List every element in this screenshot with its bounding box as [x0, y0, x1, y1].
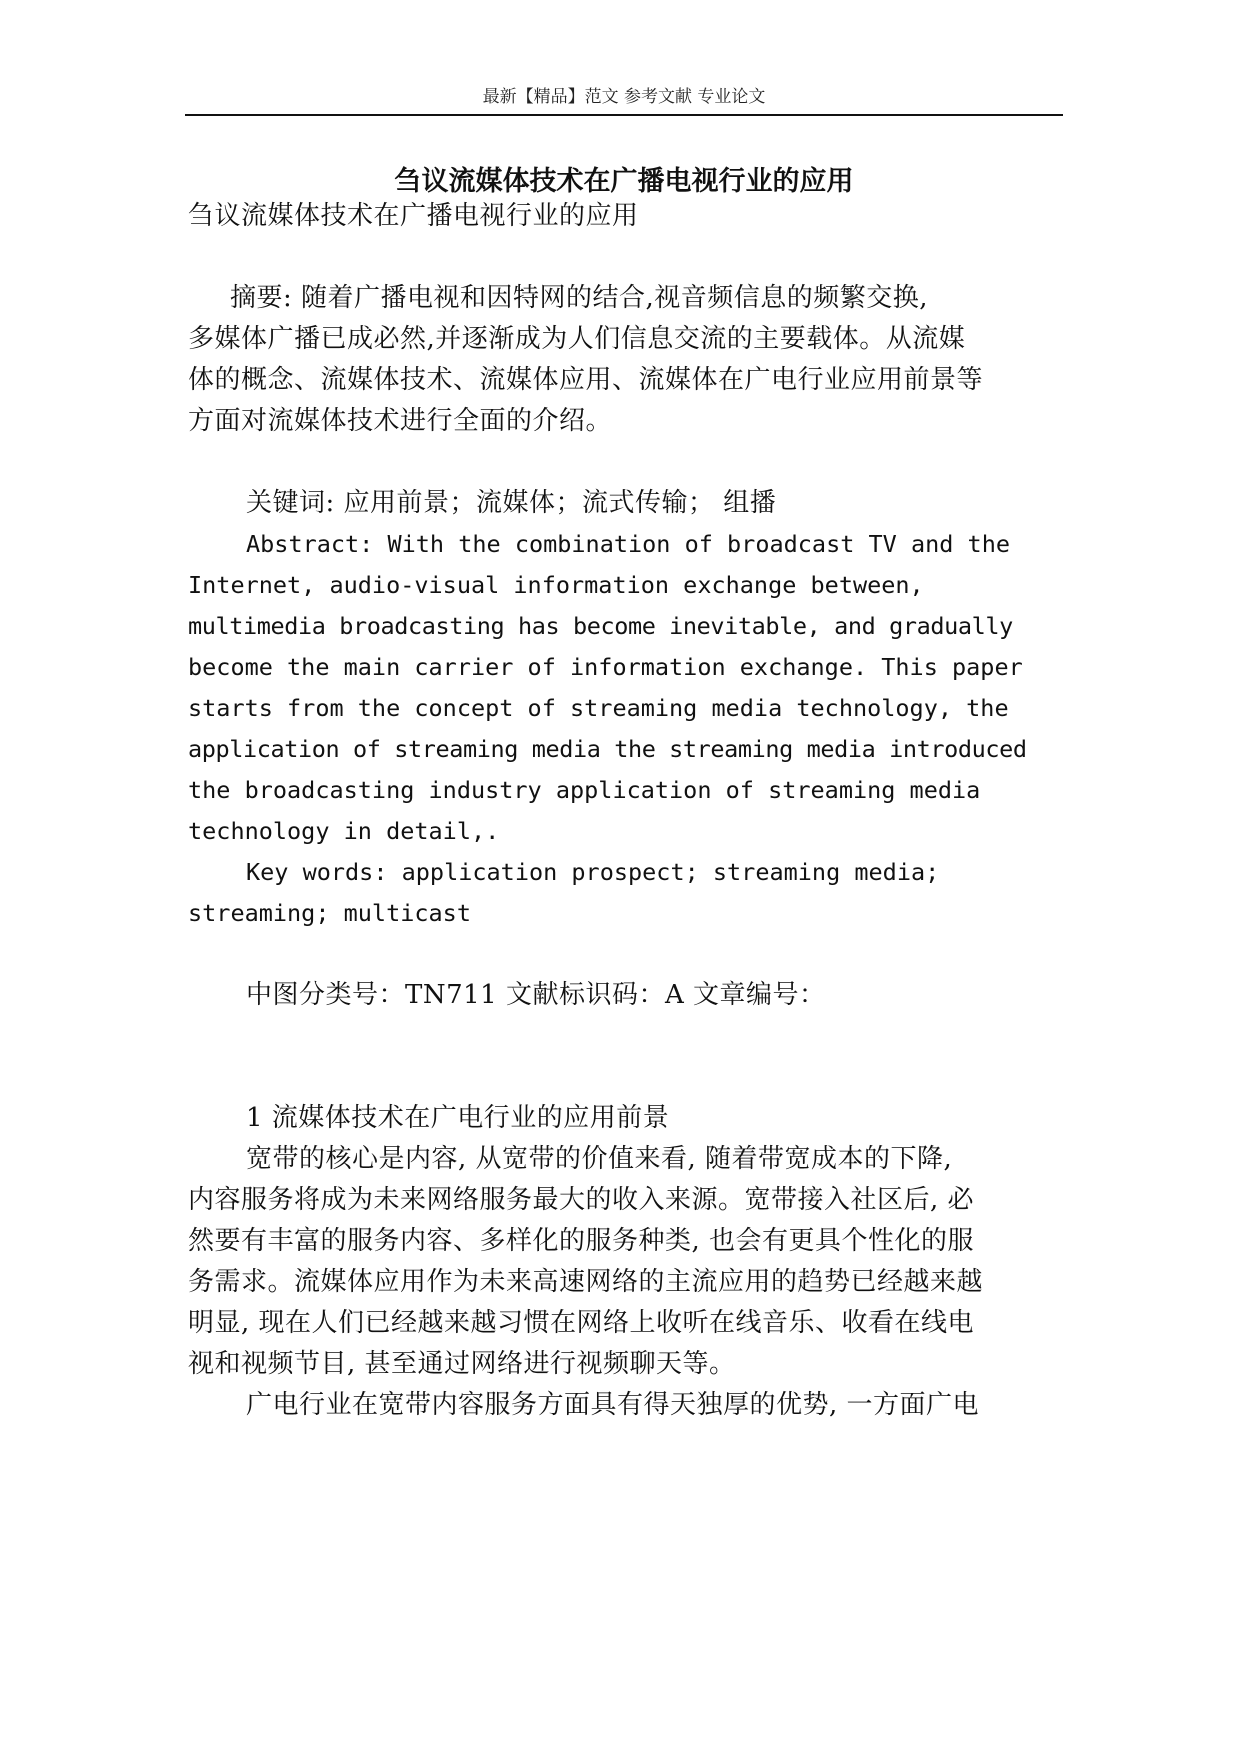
abstract-cn-line: 方面对流媒体技术进行全面的介绍。	[188, 406, 613, 436]
abstract-en-line: application of streaming media the streaming media introduced	[188, 735, 1027, 763]
abstract-en-line: starts from the concept of streaming media technology, the	[188, 694, 1009, 722]
keywords-cn: 关键词: 应用前景；流媒体；流式传输； 组播	[246, 488, 777, 518]
abstract-en-line: Abstract: With the combination of broadcast TV and the	[246, 530, 1011, 558]
abstract-cn-line: 体的概念、流媒体技术、流媒体应用、流媒体在广电行业应用前景等	[188, 365, 984, 395]
abstract-en-line: the broadcasting industry application of streaming media	[188, 776, 981, 804]
document-title: 刍议流媒体技术在广播电视行业的应用	[394, 166, 854, 197]
abstract-en-line: become the main carrier of information exchange. This paper	[188, 653, 1023, 681]
abstract-en-line: Internet, audio-visual information exchange between,	[188, 571, 924, 599]
keywords-en-line: Key words: application prospect; streaming media;	[246, 858, 940, 886]
abstract-en-line: multimedia broadcasting has become inevitable, and gradually	[188, 612, 1013, 640]
body-line: 广电行业在宽带内容服务方面具有得天独厚的优势, 一方面广电	[246, 1390, 980, 1420]
body-line: 明显, 现在人们已经越来越习惯在网络上收听在线音乐、收看在线电	[188, 1308, 975, 1338]
body-line: 务需求。流媒体应用作为未来高速网络的主流应用的趋势已经越来越	[188, 1267, 984, 1297]
running-header: 最新【精品】范文 参考文献 专业论文	[482, 87, 766, 107]
body-line: 然要有丰富的服务内容、多样化的服务种类, 也会有更具个性化的服	[188, 1226, 975, 1256]
body-line: 视和视频节目, 甚至通过网络进行视频聊天等。	[188, 1349, 736, 1379]
abstract-cn-line: 摘要: 随着广播电视和因特网的结合,视音频信息的频繁交换,	[230, 283, 929, 313]
body-line: 宽带的核心是内容, 从宽带的价值来看, 随着带宽成本的下降,	[246, 1144, 953, 1174]
document-subtitle: 刍议流媒体技术在广播电视行业的应用	[188, 201, 639, 231]
section-heading: 1 流媒体技术在广电行业的应用前景	[246, 1103, 670, 1133]
abstract-en-line: technology in detail,.	[188, 817, 500, 845]
classification-line: 中图分类号：TN711 文献标识码：A 文章编号：	[246, 980, 826, 1010]
header-rule	[185, 114, 1063, 116]
abstract-cn-line: 多媒体广播已成必然,并逐渐成为人们信息交流的主要载体。从流媒	[188, 324, 966, 354]
body-line: 内容服务将成为未来网络服务最大的收入来源。宽带接入社区后, 必	[188, 1185, 975, 1215]
keywords-en-line: streaming; multicast	[188, 899, 471, 927]
